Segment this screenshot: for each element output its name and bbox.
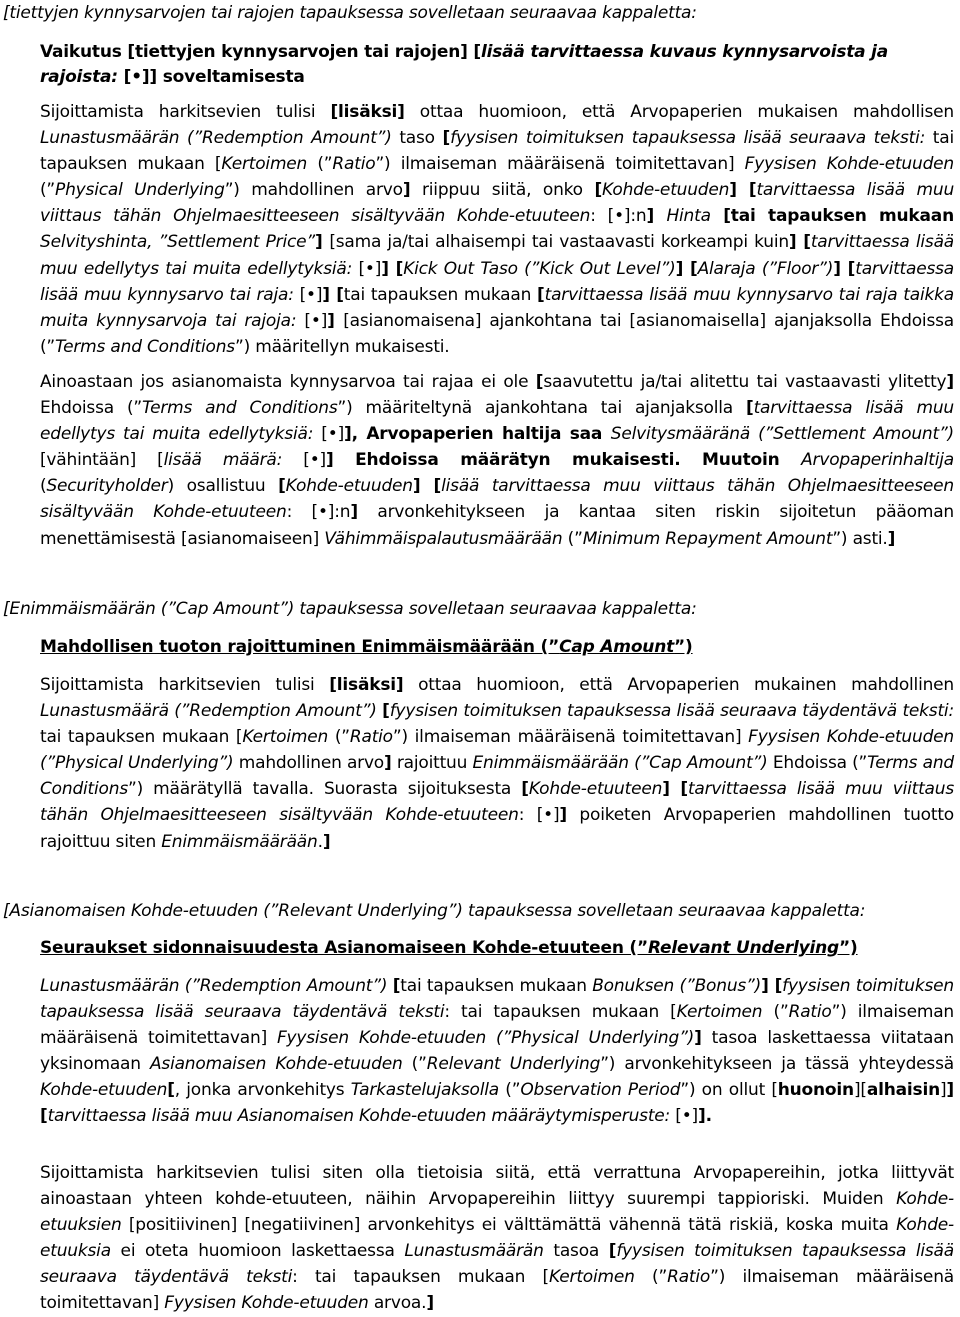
text-run: tasoa [543, 1241, 609, 1262]
text-run: fyysisen toimituksen tapauksessa lisää seuraava täydentävä teksti: [389, 701, 954, 722]
text-run: Ehdoissa (” [767, 753, 868, 774]
text-run: fyysisen toimituksen tapauksessa lisää seuraava täydentävä teksti [40, 1241, 954, 1288]
text-run: [ [746, 398, 754, 419]
text-run: ] [ [40, 1080, 954, 1127]
text-run: tarvittaessa lisää muu viittaus tähän Ohjelmaesitteeseen sisältyvään Kohde-etuuteen [40, 180, 955, 227]
text-run: ], Arvopaperien haltija saa [344, 424, 611, 445]
text-run: Ehdoissa (” [40, 398, 142, 419]
text-run: tarvittaessa lisää muu kynnysarvo tai raja: [40, 258, 955, 305]
text-run: Terms and Conditions [40, 753, 954, 800]
text-run: Kohde-etuuden [40, 1080, 168, 1101]
text-run: ] [327, 310, 344, 331]
text-run: [ [537, 284, 545, 305]
text-run: Tarkastelujaksolla [350, 1080, 499, 1101]
text-run: ei oteta huomioon laskettaessa [110, 1241, 405, 1262]
section2-heading-part: ”) [674, 637, 693, 657]
text-run: ] [ [412, 476, 442, 497]
section2-intro: [Enimmäismäärän (”Cap Amount”) tapauksessa sovelletaan seuraavaa kappaletta: [3, 599, 697, 619]
text-run: rajoittuu [391, 753, 473, 774]
text-run: Kertoimen [676, 1002, 763, 1023]
text-run: Ratio [667, 1267, 711, 1288]
text-run: ”) ilmaiseman määräisenä toimitettavan] [392, 727, 749, 748]
text-run: : [•] [518, 805, 560, 826]
text-run: , jonka arvonkehitys [174, 1080, 351, 1101]
text-run: mahdollinen arvo [233, 753, 385, 774]
text-run: Minimum Repayment Amount [582, 528, 833, 549]
text-run: Enimmäismäärään [161, 831, 318, 852]
text-run: Kohde-etuuden [602, 180, 730, 201]
text-run: Arvopaperinhaltija [801, 450, 954, 471]
text-run: Selvitysmääränä (”Settlement Amount”) [610, 424, 954, 445]
text-run: (” [402, 1054, 427, 1075]
text-run: ottaa huomioon, että Arvopaperien mukainen mahdollinen [403, 675, 955, 695]
text-run: ] [350, 502, 358, 523]
text-run: ] [ [761, 976, 783, 996]
text-run: arvonkehitykseen ja kantaa siten riskin sijoitetun pääoman menettämisestä [asianomaiseen] [40, 502, 954, 549]
text-run: Fyysisen Kohde-etuuden [744, 154, 955, 175]
text-run: Lunastusmäärä (”Redemption Amount”) [40, 701, 377, 722]
text-run: [ [167, 1080, 175, 1101]
text-run: : tai tapauksen mukaan [ [444, 1002, 677, 1023]
text-run: [vähintään] [ [40, 450, 164, 471]
section3-paragraph-2 [40, 1160, 954, 1317]
text-run: Kohde-etuuksien [40, 1189, 954, 1236]
section1-paragraph-1 [40, 99, 954, 360]
section3-heading [40, 935, 954, 961]
text-run: ] [ [322, 284, 344, 305]
text-run: ] [694, 1028, 702, 1049]
text-run: [ [278, 476, 286, 497]
text-run: ) osallistuu [167, 476, 279, 497]
text-run: Terms and Conditions [55, 336, 235, 357]
text-run: : tai tapauksen mukaan [ [292, 1267, 549, 1288]
text-run: Kick Out Taso (”Kick Out Level”) [403, 258, 676, 279]
text-run: [ [608, 1241, 617, 1262]
section1-intro: [tiettyjen kynnysarvojen tai rajojen tapauksessa sovelletaan seuraavaa kappaletta: [3, 3, 697, 23]
text-run: ][ [853, 1080, 867, 1101]
text-run: (” [328, 727, 350, 748]
text-run: tarvittaessa lisää muu Asianomaisen Kohde-etuuden määräytymisperuste: [47, 1106, 671, 1127]
text-run: Ratio [788, 1002, 832, 1023]
text-run: Ainoastaan jos asianomaista kynnysarvoa tai rajaa ei ole [40, 372, 536, 392]
text-run: lisää tarvittaessa muu viittaus tähän Ohjelmaesitteeseen sisältyvään Kohde-etuuteen [40, 476, 955, 523]
text-run: [ [382, 701, 390, 722]
text-run: Kertoimen [548, 1267, 635, 1288]
text-run: tai tapauksen mukaan [ [40, 128, 954, 175]
text-run: (” [762, 1002, 789, 1023]
text-run: Lunastusmäärän (”Redemption Amount”) [40, 976, 388, 996]
text-run: Vähimmäispalautusmäärään [324, 528, 563, 549]
text-run: [•] [296, 310, 328, 331]
text-run: ”) määritellyn mukaisesti. [234, 336, 450, 357]
text-run: Fyysisen Kohde-etuuden [164, 1293, 369, 1314]
text-run: saavutettu ja/tai alitettu tai vastaavasti ylitetty [543, 372, 947, 392]
text-run: Fyysisen Kohde-etuuden (”Physical Underlying”) [40, 727, 955, 774]
text-run: Sijoittamista harkitsevien tulisi siten olla tietoisia siitä, että verrattuna Arvopapereihin, jotka liittyvät ainoastaan yhteen kohde-etuuteen, näihin Arvopapereihin liittyy suurempi tappioriski. Muiden [40, 1163, 954, 1210]
text-run: ”) ilmaiseman määräisenä toimitettavan] [375, 154, 745, 175]
text-run: [asianomaisena] ajankohtana tai [asianomaisella] ajanjaksolla Ehdoissa (” [40, 310, 954, 357]
text-run: tai tapauksen mukaan [343, 284, 538, 305]
section1-heading-part: Vaikutus [tiettyjen kynnysarvojen tai rajojen] [ [40, 42, 481, 62]
section2-paragraph [40, 672, 954, 855]
text-run: ] [887, 528, 896, 549]
text-run: (” [307, 154, 333, 175]
text-run: fyysisen toimituksen tapauksessa lisää seuraava teksti: [450, 128, 926, 149]
text-run: ] [ [675, 258, 698, 279]
section2-heading-part: Mahdollisen tuoton rajoittuminen Enimmäismäärään (” [40, 637, 560, 657]
text-run: ottaa huomioon, että Arvopaperien mukaisen mahdollisen [404, 102, 954, 122]
text-run: . [317, 831, 323, 852]
text-run: [•] [352, 258, 382, 279]
text-run: poiketen Arvopaperien mahdollinen tuotto rajoittuu siten [40, 805, 954, 852]
text-run: ] [ [381, 258, 404, 279]
text-run: ] [ [833, 258, 856, 279]
text-run: ] [322, 831, 331, 852]
section1-heading [40, 40, 954, 90]
text-run: ”) ilmaiseman määräisenä toimitettavan] [40, 1002, 955, 1049]
text-run: tasoa laskettaessa viitataan yksinomaan [40, 1028, 954, 1075]
text-run: ”) on ollut [ [680, 1080, 778, 1101]
text-run: taso [391, 128, 443, 149]
text-run: arvoa. [368, 1293, 427, 1314]
text-run: ] [ [729, 180, 757, 201]
text-run: Securityholder [46, 476, 168, 497]
text-run: ] [402, 180, 411, 201]
text-run: ] [ [788, 232, 811, 253]
text-run: ] [426, 1293, 434, 1314]
text-run: Lunastusmäärän (”Redemption Amount”) [40, 128, 392, 149]
text-run: Kohde-etuuden [285, 476, 413, 497]
text-run: Kertoimen [242, 727, 329, 748]
text-run: [ [392, 976, 401, 996]
text-run: ] [314, 232, 330, 253]
text-run: Terms and Conditions [142, 398, 338, 419]
text-run: ”) ilmaiseman määräisenä toimitettavan] [40, 1267, 954, 1314]
section3-heading-part: ”) [839, 938, 858, 958]
text-run: Selvityshinta, ”Settlement Price” [40, 232, 315, 253]
text-run: ”) määriteltynä ajankohtana tai ajanjaksolla [337, 398, 746, 419]
text-run: [sama ja/tai alhaisempi tai vastaavasti korkeampi kuin [329, 232, 789, 253]
text-run: ”) arvonkehitykseen ja tässä yhteydessä [600, 1054, 954, 1075]
text-run: Observation Period [520, 1080, 681, 1101]
section2-heading [40, 634, 954, 660]
text-run: Kohde-etuuteen [528, 779, 663, 800]
text-run: tai tapauksen mukaan [400, 976, 593, 996]
text-run: Enimmäismäärään (”Cap Amount”) [472, 753, 768, 774]
text-run: ] [939, 1080, 947, 1101]
text-run: Ratio [349, 727, 393, 748]
text-run: [positiivinen] [negatiivinen] arvonkehitys ei välttämättä vähennä tätä riskiä, koska muita [121, 1215, 897, 1236]
text-run: fyysisen toimituksen tapauksessa lisää seuraava täydentävä teksti [40, 976, 954, 1023]
text-run: [•] [313, 424, 344, 445]
text-run: Lunastusmäärän [404, 1241, 544, 1262]
text-run: (” [634, 1267, 668, 1288]
text-run: : [•]:n [590, 206, 647, 227]
text-run: [tai tapauksen mukaan [710, 206, 954, 227]
text-run: Hinta [666, 206, 711, 227]
section3-paragraph-1 [40, 973, 954, 1130]
text-run: Asianomaisen Kohde-etuuden [149, 1054, 403, 1075]
text-run: Alaraja (”Floor”) [697, 258, 834, 279]
text-run: ] [559, 805, 567, 826]
text-run: ”) määrätyllä tavalla. Suorasta sijoituksesta [127, 779, 522, 800]
text-run: (” [562, 528, 583, 549]
text-run: Bonuksen (”Bonus”) [592, 976, 762, 996]
text-run: alhaisin [866, 1080, 940, 1101]
text-run: [•] [670, 1106, 698, 1127]
text-run: : [•]:n [286, 502, 351, 523]
text-run: (” [499, 1080, 521, 1101]
section1-heading-part: [•]] soveltamisesta [117, 67, 305, 87]
text-run: riippuu siitä, onko [410, 180, 595, 201]
text-run: Kertoimen [221, 154, 308, 175]
section3-intro: [Asianomaisen Kohde-etuuden (”Relevant Underlying”) tapauksessa sovelletaan seuraavaa kappaletta: [3, 901, 866, 921]
text-run: tarvittaessa lisää muu viittaus tähän Ohjelmaesitteeseen sisältyvään Kohde-etuuteen [40, 779, 955, 826]
text-run: lisää määrä: [163, 450, 283, 471]
text-run: ] Ehdoissa määrätyn mukaisesti. Muutoin [325, 450, 802, 471]
section1-paragraph-2 [40, 369, 954, 552]
text-run: ( [40, 476, 47, 497]
text-run: ] [ [662, 779, 688, 800]
text-run: [ [442, 128, 451, 149]
text-run: [ [521, 779, 529, 800]
text-run: huonoin [777, 1080, 854, 1101]
text-run: [•] [293, 284, 323, 305]
section3-heading-part: Relevant Underlying [647, 938, 840, 958]
text-run: [ [535, 372, 544, 392]
text-run: [lisäksi] [330, 102, 405, 122]
section2-heading-part: Cap Amount [559, 637, 675, 657]
text-run: tai tapauksen mukaan [ [40, 727, 243, 748]
text-run: ”) mahdollinen arvo [224, 180, 403, 201]
text-run: [lisäksi] [329, 675, 404, 695]
text-run: Fyysisen Kohde-etuuden (”Physical Underlying”) [276, 1028, 695, 1049]
text-run: Kohde-etuuksia [40, 1215, 954, 1262]
text-run: [•] [282, 450, 326, 471]
text-run: ]. [698, 1106, 712, 1127]
text-run: tarvittaessa lisää muu edellytys tai muita edellytyksiä: [40, 232, 954, 279]
text-run: Sijoittamista harkitsevien tulisi [40, 102, 331, 122]
text-run: ] [384, 753, 392, 774]
text-run: Sijoittamista harkitsevien tulisi [40, 675, 330, 695]
text-run: [ [594, 180, 603, 201]
text-run: ”) asti. [832, 528, 888, 549]
text-run: tarvittaessa lisää muu kynnysarvo tai raja taikka muita kynnysarvoja tai rajoja: [40, 284, 955, 331]
text-run: ] [646, 206, 667, 227]
section3-heading-part: Seuraukset sidonnaisuudesta Asianomaiseen Kohde-etuuteen (” [40, 938, 648, 958]
text-run: Ratio [332, 154, 376, 175]
text-run: Relevant Underlying [426, 1054, 601, 1075]
text-run: (” [40, 180, 56, 201]
section1-heading-part: lisää tarvittaessa kuvaus kynnysarvoista ja rajoista: [40, 42, 889, 87]
text-run: ] [946, 372, 954, 392]
text-run: tarvittaessa lisää muu edellytys tai muita edellytyksiä: [40, 398, 954, 445]
text-run: Physical Underlying [55, 180, 225, 201]
